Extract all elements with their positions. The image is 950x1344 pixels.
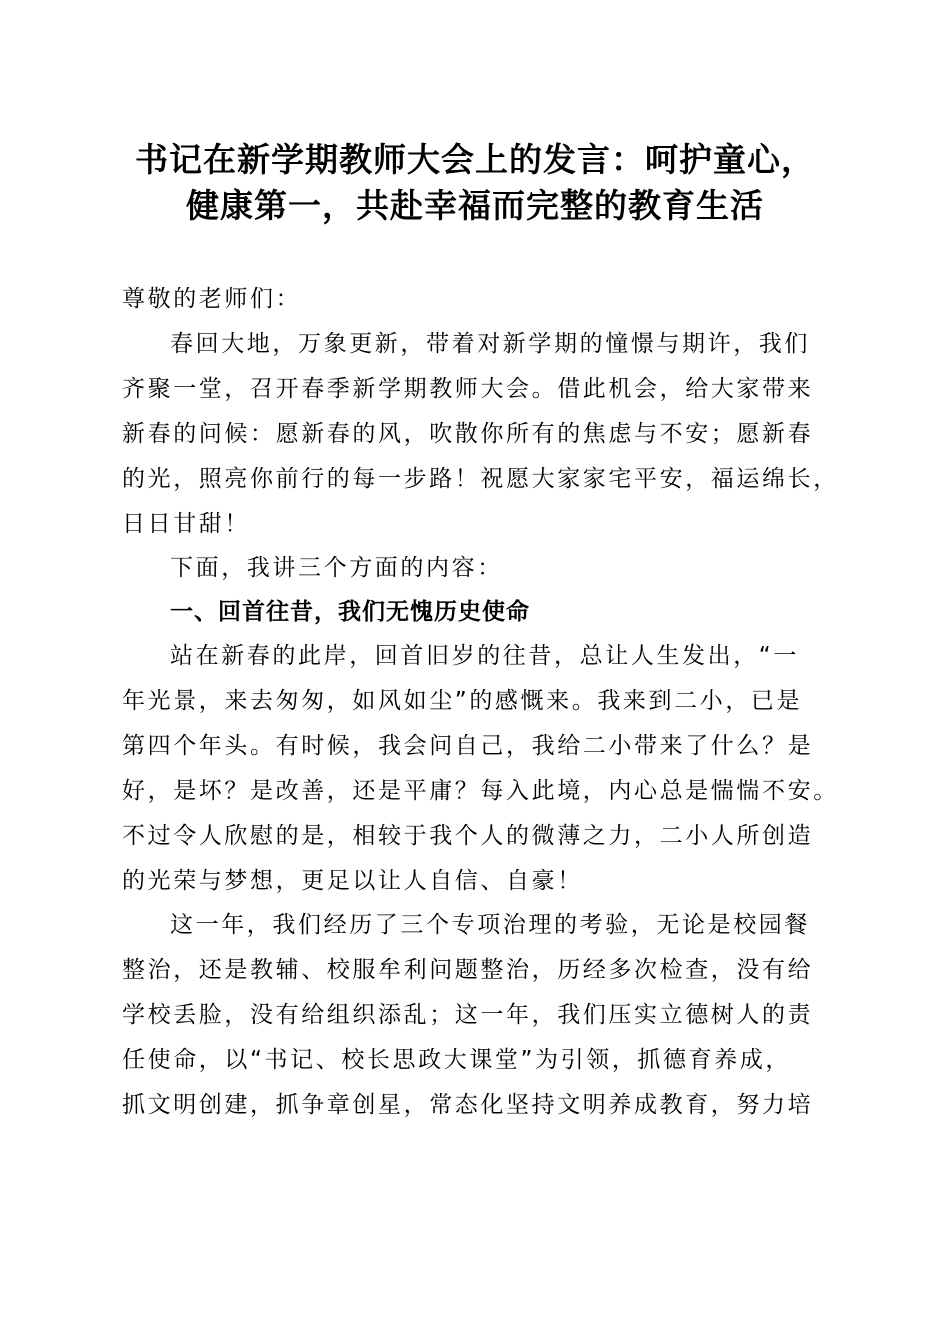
greeting: 尊敬的老师们： (122, 286, 302, 312)
paragraph-line: 整治，还是教辅、校服牟利问题整治，历经多次检查，没有给 (122, 957, 814, 983)
paragraph-line: 的光，照亮你前行的每一步路！祝愿大家家宅平安，福运绵长， (122, 466, 839, 492)
paragraph-line: 新春的问候：愿新春的风，吹散你所有的焦虑与不安；愿新春 (122, 421, 814, 447)
document-title-line-2: 健康第一，共赴幸福而完整的教育生活 (186, 186, 764, 225)
paragraph-line: 年光景，来去匆匆，如风如尘”的感慨来。我来到二小，已是 (122, 688, 803, 714)
paragraph-line: 抓文明创建，抓争章创星，常态化坚持文明养成教育，努力培 (122, 1092, 814, 1118)
paragraph-line: 站在新春的此岸，回首旧岁的往昔，总让人生发出，“一 (170, 643, 799, 669)
paragraph-line: 好，是坏？是改善，还是平庸？每入此境，内心总是惴惴不安。 (122, 778, 839, 804)
paragraph-line: 日日甘甜！ (122, 511, 250, 537)
paragraph-line: 的光荣与梦想，更足以让人自信、自豪！ (122, 868, 583, 894)
paragraph-line: 齐聚一堂，召开春季新学期教师大会。借此机会，给大家带来 (122, 376, 814, 402)
paragraph-line: 下面，我讲三个方面的内容： (170, 555, 503, 581)
paragraph-line: 任使命，以“书记、校长思政大课堂”为引领，抓德育养成， (122, 1047, 792, 1073)
paragraph-line: 不过令人欣慰的是，相较于我个人的微薄之力，二小人所创造 (122, 823, 814, 849)
paragraph-line: 这一年，我们经历了三个专项治理的考验，无论是校园餐 (170, 912, 810, 938)
paragraph-line: 学校丢脸，没有给组织添乱；这一年，我们压实立德树人的责 (122, 1002, 814, 1028)
paragraph-line: 春回大地，万象更新，带着对新学期的憧憬与期许，我们 (170, 331, 810, 357)
paragraph-line: 第四个年头。有时候，我会问自己，我给二小带来了什么？是 (122, 733, 814, 759)
section-heading: 一、回首往昔，我们无愧历史使命 (170, 599, 530, 625)
document-title-line-1: 书记在新学期教师大会上的发言：呵护童心， (135, 140, 815, 179)
